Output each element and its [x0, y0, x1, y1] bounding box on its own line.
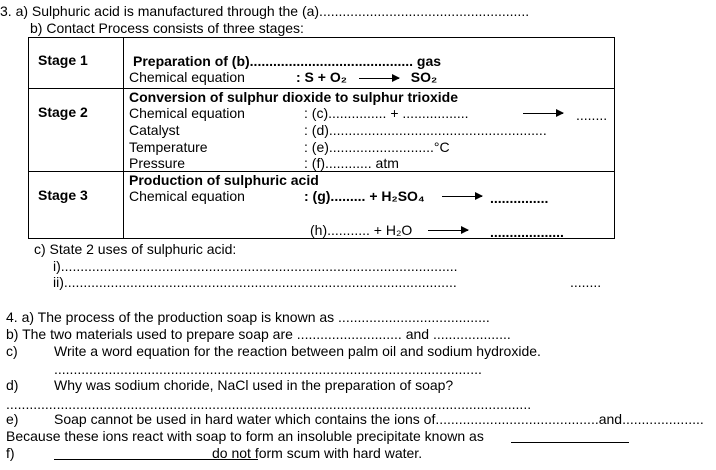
stage3-label-cell	[29, 172, 124, 239]
arrow-icon	[428, 230, 468, 231]
stage3-eq-label: Chemical equation	[129, 188, 245, 204]
stage3-eq1-tail: ...............	[490, 190, 549, 206]
stage2-row-name: Catalyst	[129, 122, 180, 138]
stage1-content-cell	[124, 38, 615, 89]
stage2-row-value: : (f)............ atm	[304, 155, 399, 171]
arrow-icon	[523, 113, 563, 114]
stage3-title: Production of sulphuric acid	[129, 172, 319, 188]
stage3-eq2-tail: ...................	[490, 224, 564, 240]
q4e-answer-line	[511, 442, 629, 443]
stage1-eq-label: Chemical equation	[129, 69, 245, 85]
stage2-row-value: : (c)............... + .................	[304, 105, 469, 121]
q4f-text: do not form scum with hard water.	[212, 445, 423, 461]
q3c-answer-ii: ii).....................................................................................................	[53, 274, 457, 290]
stage2-title: Conversion of sulphur dioxide to sulphur trioxide	[129, 89, 459, 105]
q4c-text: Write a word equation for the reaction between palm oil and sodium hydroxide.	[54, 343, 541, 359]
q3a-text: 3. a) Sulphuric acid is manufactured through the (a)......................................................	[0, 3, 530, 19]
q4d-answer-line: .......................................................................................................................................	[6, 396, 532, 412]
q4e-continuation: Because these ions react with soap to form an insoluble precipitate known as	[6, 428, 484, 444]
contact-process-table	[28, 37, 615, 239]
stage2-row-value: : (e)...........................°C	[304, 139, 450, 155]
arrow-icon	[359, 78, 399, 79]
stage2-row-tail: ........	[576, 107, 608, 123]
stage2-content-cell	[124, 89, 615, 172]
stage1-equation	[296, 69, 437, 85]
stage3-equation-1: : (g)......... + H₂SO₄	[304, 188, 425, 204]
stage2-row-name: Pressure	[129, 155, 186, 171]
stage1-label-cell	[29, 38, 124, 89]
stage1-product: SO₂	[410, 69, 438, 85]
stage2-row-value: : (d)........................................................	[304, 122, 547, 138]
stage3-label: Stage 3	[38, 187, 88, 203]
q4f-label: f)	[6, 445, 15, 461]
q4e-text: Soap cannot be used in hard water which contains the ions of..........................................and.....................	[54, 411, 704, 427]
stage2-label: Stage 2	[38, 104, 88, 120]
q3c-answer-i: i)......................................................................................................	[53, 258, 458, 274]
q4c-label: c)	[6, 343, 18, 359]
stage1-reactants: : S + O₂	[296, 69, 347, 85]
stage1-title: Preparation of (b).......................................... gas	[133, 53, 442, 69]
q3c-text: c) State 2 uses of sulphuric acid:	[34, 241, 237, 257]
stage2-row-name: Chemical equation	[129, 105, 245, 121]
q4d-text: Why was sodium choride, NaCl used in the preparation of soap?	[54, 377, 454, 393]
q3c-answer-extra: ........	[570, 274, 602, 290]
stage2-row-name: Temperature	[129, 139, 208, 155]
q4a-text: 4. a) The process of the production soap is known as .......................................	[6, 309, 490, 325]
arrow-icon	[442, 196, 482, 197]
stage1-label: Stage 1	[38, 52, 88, 68]
q3b-text: b) Contact Process consists of three stages:	[30, 20, 304, 36]
q4d-label: d)	[6, 377, 19, 393]
stage2-label-cell	[29, 89, 124, 172]
q4e-label: e)	[6, 411, 19, 427]
q4c-answer-line: ..............................................................................................................	[54, 361, 482, 377]
stage3-equation-2: (h)........... + H₂O	[310, 222, 413, 238]
q4b-text: b) The two materials used to prepare soap are ........................... and ....................	[6, 326, 511, 342]
stage3-content-cell	[124, 172, 615, 239]
